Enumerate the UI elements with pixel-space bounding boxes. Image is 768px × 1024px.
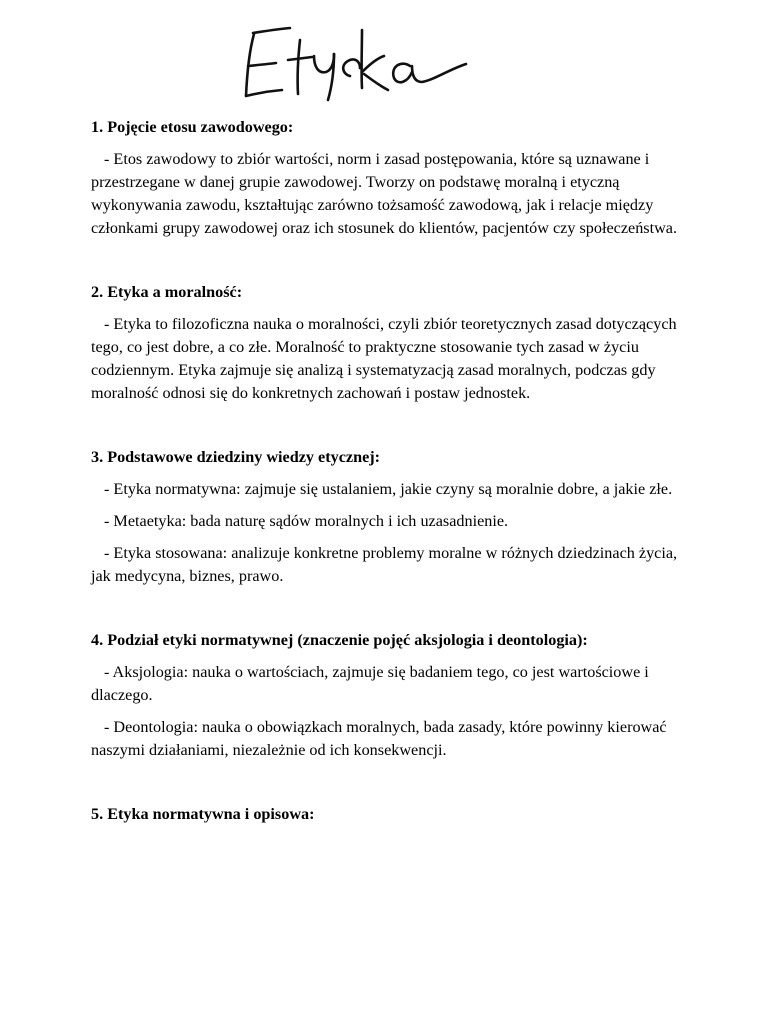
section-heading: 4. Podział etyki normatywnej (znaczenie pojęć aksjologia i deontologia):	[91, 631, 588, 649]
section-1	[91, 116, 691, 240]
section-heading: 3. Podstawowe dziedziny wiedzy etycznej:	[91, 448, 381, 466]
section-heading: 5. Etyka normatywna i opisowa:	[91, 805, 315, 823]
section-paragraph: - Etos zawodowy to zbiór wartości, norm i zasad postępowania, które są uznawane i przestrzegane w danej grupie zawodowej. Tworzy on podstawę moralną i etyczną wykonywania zawodu, kształtując zarówno tożsamość zawodową, jak i relacje między członkami grupy zawodowej oraz ich stosunek do klientów, pacjentów czy społeczeństwa.	[91, 150, 678, 237]
section-3	[91, 446, 691, 588]
section-paragraph: - Aksjologia: nauka o wartościach, zajmuje się badaniem tego, co jest wartościowe i dlaczego.	[91, 663, 649, 704]
section-paragraph: - Etyka stosowana: analizuje konkretne problemy moralne w różnych dziedzinach życia, jak medycyna, biznes, prawo.	[91, 544, 678, 585]
handwritten-title-drawing	[238, 22, 478, 104]
section-heading: 1. Pojęcie etosu zawodowego:	[91, 118, 294, 136]
section-heading: 2. Etyka a moralność:	[91, 283, 243, 301]
section-paragraph: - Etyka to filozoficzna nauka o moralności, czyli zbiór teoretycznych zasad dotyczących tego, co jest dobre, a co złe. Moralność to praktyczne stosowanie tych zasad w życiu codziennym. Etyka zajmuje się analizą i systematyzacją zasad moralnych, podczas gdy moralność odnosi się do konkretnych zachowań i postaw jednostek.	[91, 315, 677, 402]
section-paragraph: - Etyka normatywna: zajmuje się ustalaniem, jakie czyny są moralnie dobre, a jakie złe.	[104, 480, 673, 498]
section-5	[91, 803, 691, 826]
section-paragraph: - Deontologia: nauka o obowiązkach moralnych, bada zasady, które powinny kierować naszymi działaniami, niezależnie od ich konsekwencji.	[91, 718, 667, 759]
handwritten-title	[238, 22, 478, 104]
section-4	[91, 629, 691, 762]
section-paragraph: - Metaetyka: bada naturę sądów moralnych i ich uzasadnienie.	[104, 512, 509, 530]
section-2	[91, 281, 691, 405]
document-body	[91, 116, 691, 867]
